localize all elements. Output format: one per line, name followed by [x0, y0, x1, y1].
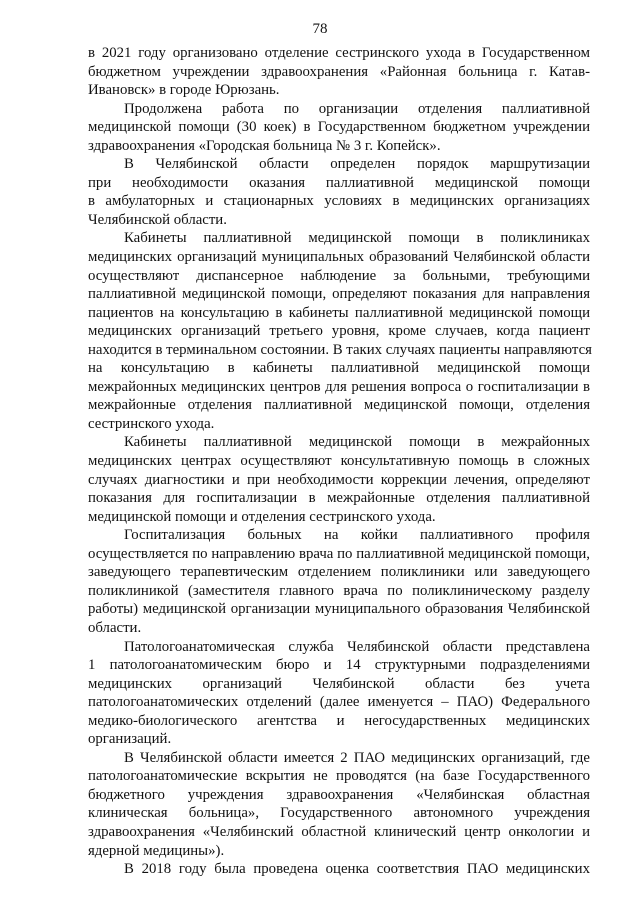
text-line: патологоанатомические вскрытия не проводятся (на базе Государственного [88, 768, 590, 785]
text-line: патологоанатомических отделений (далее именуется – ПАО) Федерального [88, 694, 590, 711]
text-line: при необходимости оказания паллиативной медицинской помощи [88, 174, 590, 191]
text-line: медико-биологического агентства и негосударственных медицинских [88, 712, 590, 729]
paragraph [88, 44, 590, 100]
paragraph [88, 860, 590, 879]
text-line: в амбулаторных и стационарных условиях в медицинских организациях [88, 193, 590, 210]
page-number: 78 [312, 21, 328, 37]
text-line: случаях диагностики и при необходимости коррекции лечения, определяют [88, 471, 590, 488]
paragraph [88, 638, 590, 749]
text-line: 1 патологоанатомическим бюро и 14 структурными подразделениями [88, 657, 590, 674]
text-line: межрайонных медицинских центров для решения вопроса о госпитализации в [88, 378, 590, 395]
paragraph [88, 155, 590, 229]
text-line: в 2021 году организовано отделение сестринского ухода в Государственном [88, 45, 590, 61]
text-line: В Челябинской области определен порядок маршрутизации [124, 156, 590, 173]
text-line: медицинских организаций Челябинской области без учета [88, 675, 590, 692]
paragraph [88, 433, 590, 526]
text-line: пациентов на консультацию в кабинеты паллиативной медицинской помощи [88, 304, 590, 321]
paragraph [88, 526, 590, 637]
text-line: организаций. [88, 731, 172, 748]
text-line: В 2018 году была проведена оценка соответствия ПАО медицинских [124, 861, 590, 878]
text-line: осуществляют диспансерное наблюдение за больными, требующими [88, 267, 590, 284]
text-line: медицинских организаций муниципальных образований Челябинской области [88, 249, 590, 266]
text-line: области. [88, 619, 142, 636]
paragraph [88, 229, 590, 433]
text-line: поликлиникой (заместителя главного врача по поликлиническому разделу [88, 582, 590, 599]
text-line: бюджетном учреждении здравоохранения «Районная больница г. Катав- [88, 63, 590, 80]
body-text [88, 44, 590, 879]
text-line: медицинских организаций третьего уровня, кроме случаев, когда пациент [88, 323, 590, 340]
text-line: здравоохранения «Городская больница № 3 г. Копейск». [88, 137, 441, 154]
text-line: медицинской помощи (30 коек) в Государственном бюджетном учреждении [88, 119, 590, 136]
paragraph [88, 749, 590, 860]
text-line: Госпитализация больных на койки паллиативного профиля [124, 527, 590, 544]
text-line: работы) медицинской организации муниципального образования Челябинской [88, 601, 590, 618]
text-line: Кабинеты паллиативной медицинской помощи в межрайонных [124, 434, 590, 451]
text-line: показания для госпитализации в межрайонные отделения паллиативной [88, 490, 590, 507]
text-line: бюджетного учреждения здравоохранения «Челябинская областная [88, 786, 590, 803]
text-line: заведующего терапевтическим отделением поликлиники или заведующего [88, 564, 590, 581]
text-line: Патологоанатомическая служба Челябинской области представлена [124, 638, 590, 655]
text-line: В Челябинской области имеется 2 ПАО медицинских организаций, где [124, 749, 590, 766]
text-line: Челябинской области. [88, 211, 227, 228]
text-line: клиническая больница», Государственного автономного учреждения [88, 805, 590, 822]
text-line: Ивановск» в городе Юрюзань. [88, 82, 280, 99]
text-line: паллиативной медицинской помощи, определяют показания для направления [88, 286, 590, 303]
paragraph [88, 100, 590, 156]
text-line: на консультацию в кабинеты паллиативной медицинской помощи [88, 360, 590, 377]
text-line: здравоохранения «Челябинский областной клинический центр онкологии и [88, 823, 590, 840]
text-line: медицинских центрах осуществляют консультативную помощь в сложных [88, 453, 590, 470]
text-line: межрайонные отделения паллиативной медицинской помощи, отделения [88, 397, 590, 414]
text-line: осуществляется по направлению врача по паллиативной медицинской помощи, [88, 545, 590, 562]
text-line: Кабинеты паллиативной медицинской помощи в поликлиниках [124, 230, 590, 247]
text-line: ядерной медицины»). [88, 842, 225, 859]
text-line: медицинской помощи и отделения сестринского ухода. [88, 508, 436, 525]
text-line: находится в терминальном состоянии. В таких случаях пациенты направляются [88, 341, 592, 358]
text-line: Продолжена работа по организации отделения паллиативной [124, 100, 590, 117]
text-line: сестринского ухода. [88, 415, 215, 432]
